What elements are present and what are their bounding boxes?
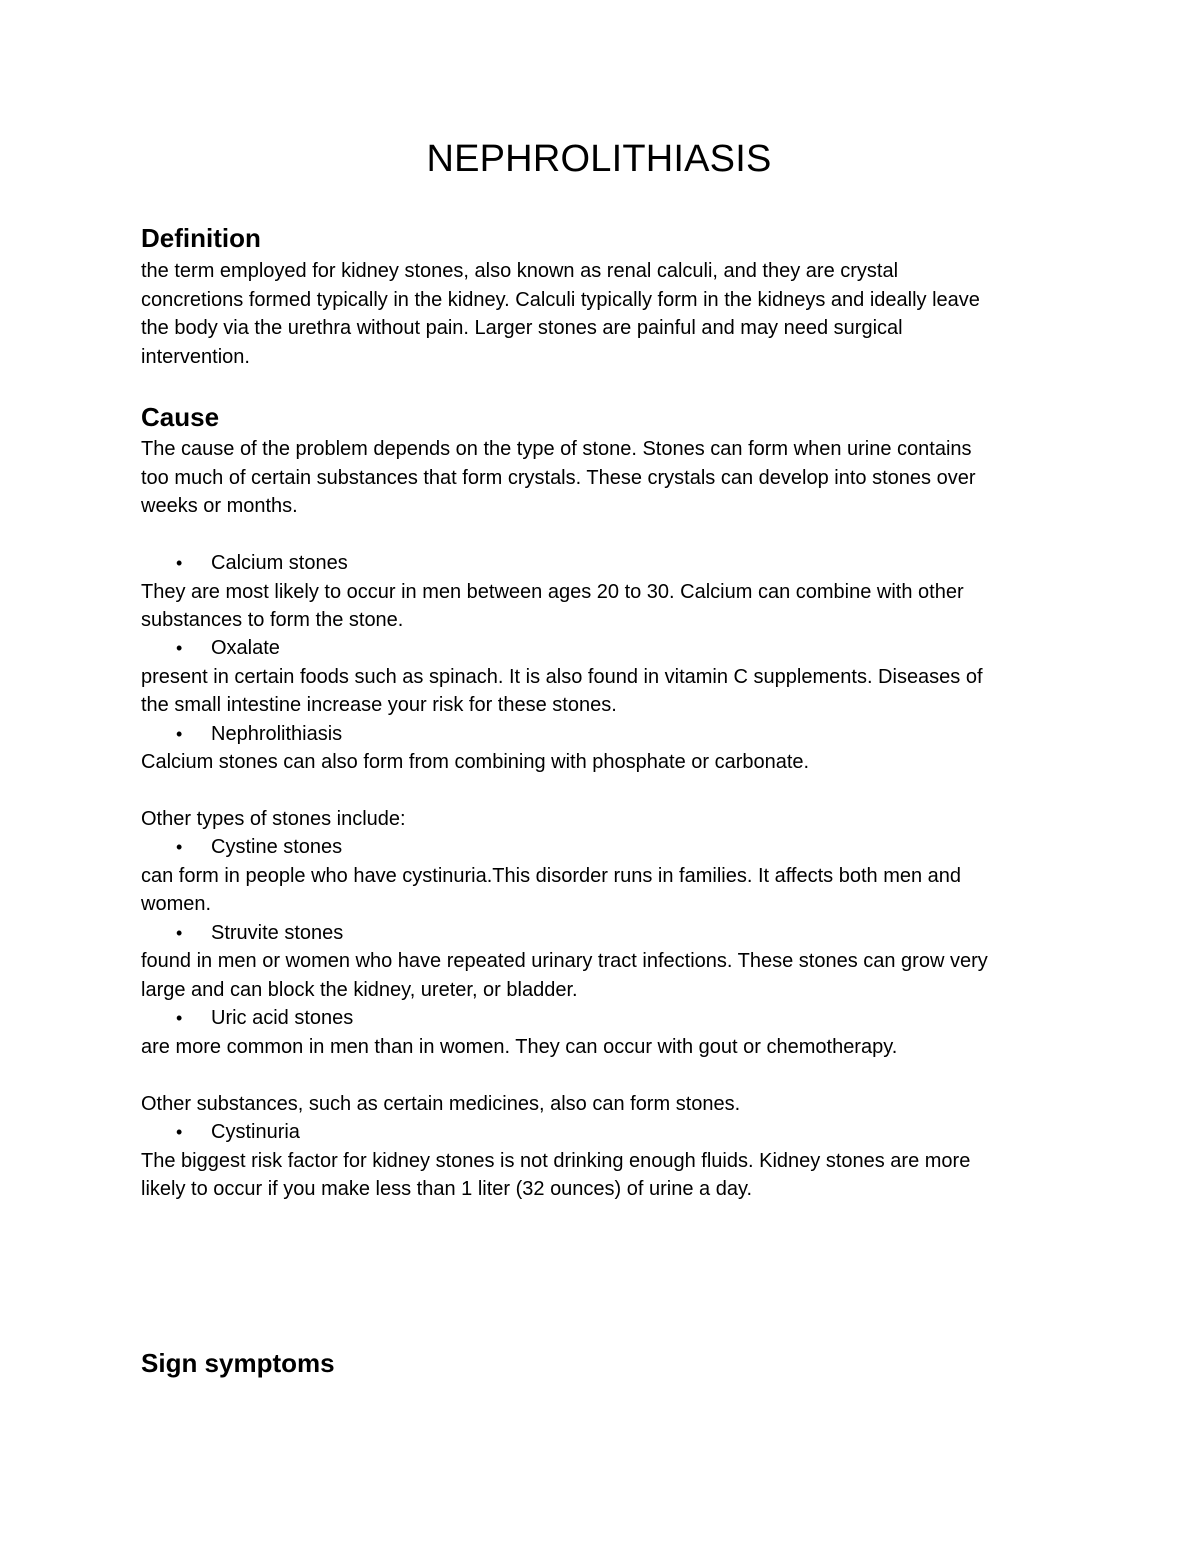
bullet-dot-icon: • [176, 638, 183, 658]
bullet-dot-icon: • [176, 1008, 183, 1028]
definition-line-3: the body via the urethra without pain. Larger stones are painful and may need surgical [141, 317, 903, 339]
definition-line-2: concretions formed typically in the kidney. Calculi typically form in the kidneys and ideally leave [141, 288, 980, 311]
cause-intro-line-3: weeks or months. [141, 495, 298, 517]
bullet-dot-icon: • [176, 922, 183, 943]
bullet-label: Cystine stones [211, 836, 343, 858]
definition-heading: Definition [141, 223, 261, 253]
oxalate-line-1: present in certain foods such as spinach. It is also found in vitamin C supplements. Diseases of [141, 665, 983, 688]
bullet-label: Cystinuria [211, 1121, 300, 1143]
cause-intro-line-1: The cause of the problem depends on the type of stone. Stones can form when urine contains [141, 438, 972, 460]
calcium-stones-line-1: They are most likely to occur in men between ages 20 to 30. Calcium can combine with other [141, 580, 964, 603]
bullet-label: Struvite stones [211, 921, 344, 944]
bullet-dot-icon: • [176, 723, 183, 744]
cause-heading: Cause [141, 402, 220, 432]
nephrolithiasis-line-1: Calcium stones can also form from combining with phosphate or carbonate. [141, 751, 810, 773]
cystine-stones-line-2: women. [141, 893, 212, 915]
bullet-label: Oxalate [211, 637, 280, 659]
document-title: NEPHROLITHIASIS [426, 138, 772, 180]
calcium-stones-line-2: substances to form the stone. [141, 609, 404, 631]
cystinuria-line-2: likely to occur if you make less than 1 liter (32 ounces) of urine a day. [141, 1178, 753, 1200]
sign-symptoms-heading: Sign symptoms [141, 1348, 335, 1378]
bullet-dot-icon: • [176, 553, 183, 573]
cystine-stones-line-1: can form in people who have cystinuria.This disorder runs in families. It affects both men and [141, 864, 962, 887]
oxalate-line-2: the small intestine increase your risk for these stones. [141, 694, 617, 716]
other-substances-intro: Other substances, such as certain medicines, also can form stones. [141, 1093, 741, 1115]
struvite-stones-line-1: found in men or women who have repeated urinary tract infections. These stones can grow very [141, 950, 988, 972]
definition-line-1: the term employed for kidney stones, also known as renal calculi, and they are crystal [141, 260, 899, 282]
bullet-label: Nephrolithiasis [211, 722, 343, 745]
bullet-dot-icon: • [176, 837, 183, 857]
bullet-label: Calcium stones [211, 552, 348, 574]
cystinuria-line-1: The biggest risk factor for kidney stones is not drinking enough fluids. Kidney stones are more [141, 1149, 971, 1172]
bullet-label: Uric acid stones [211, 1007, 354, 1029]
cause-intro-line-2: too much of certain substances that form crystals. These crystals can develop into stones over [141, 466, 976, 489]
definition-line-4: intervention. [141, 345, 250, 368]
uric-acid-stones-line-1: are more common in men than in women. They can occur with gout or chemotherapy. [141, 1035, 898, 1058]
struvite-stones-line-2: large and can block the kidney, ureter, or bladder. [141, 978, 578, 1001]
other-types-intro: Other types of stones include: [141, 808, 406, 830]
bullet-dot-icon: • [176, 1122, 183, 1142]
